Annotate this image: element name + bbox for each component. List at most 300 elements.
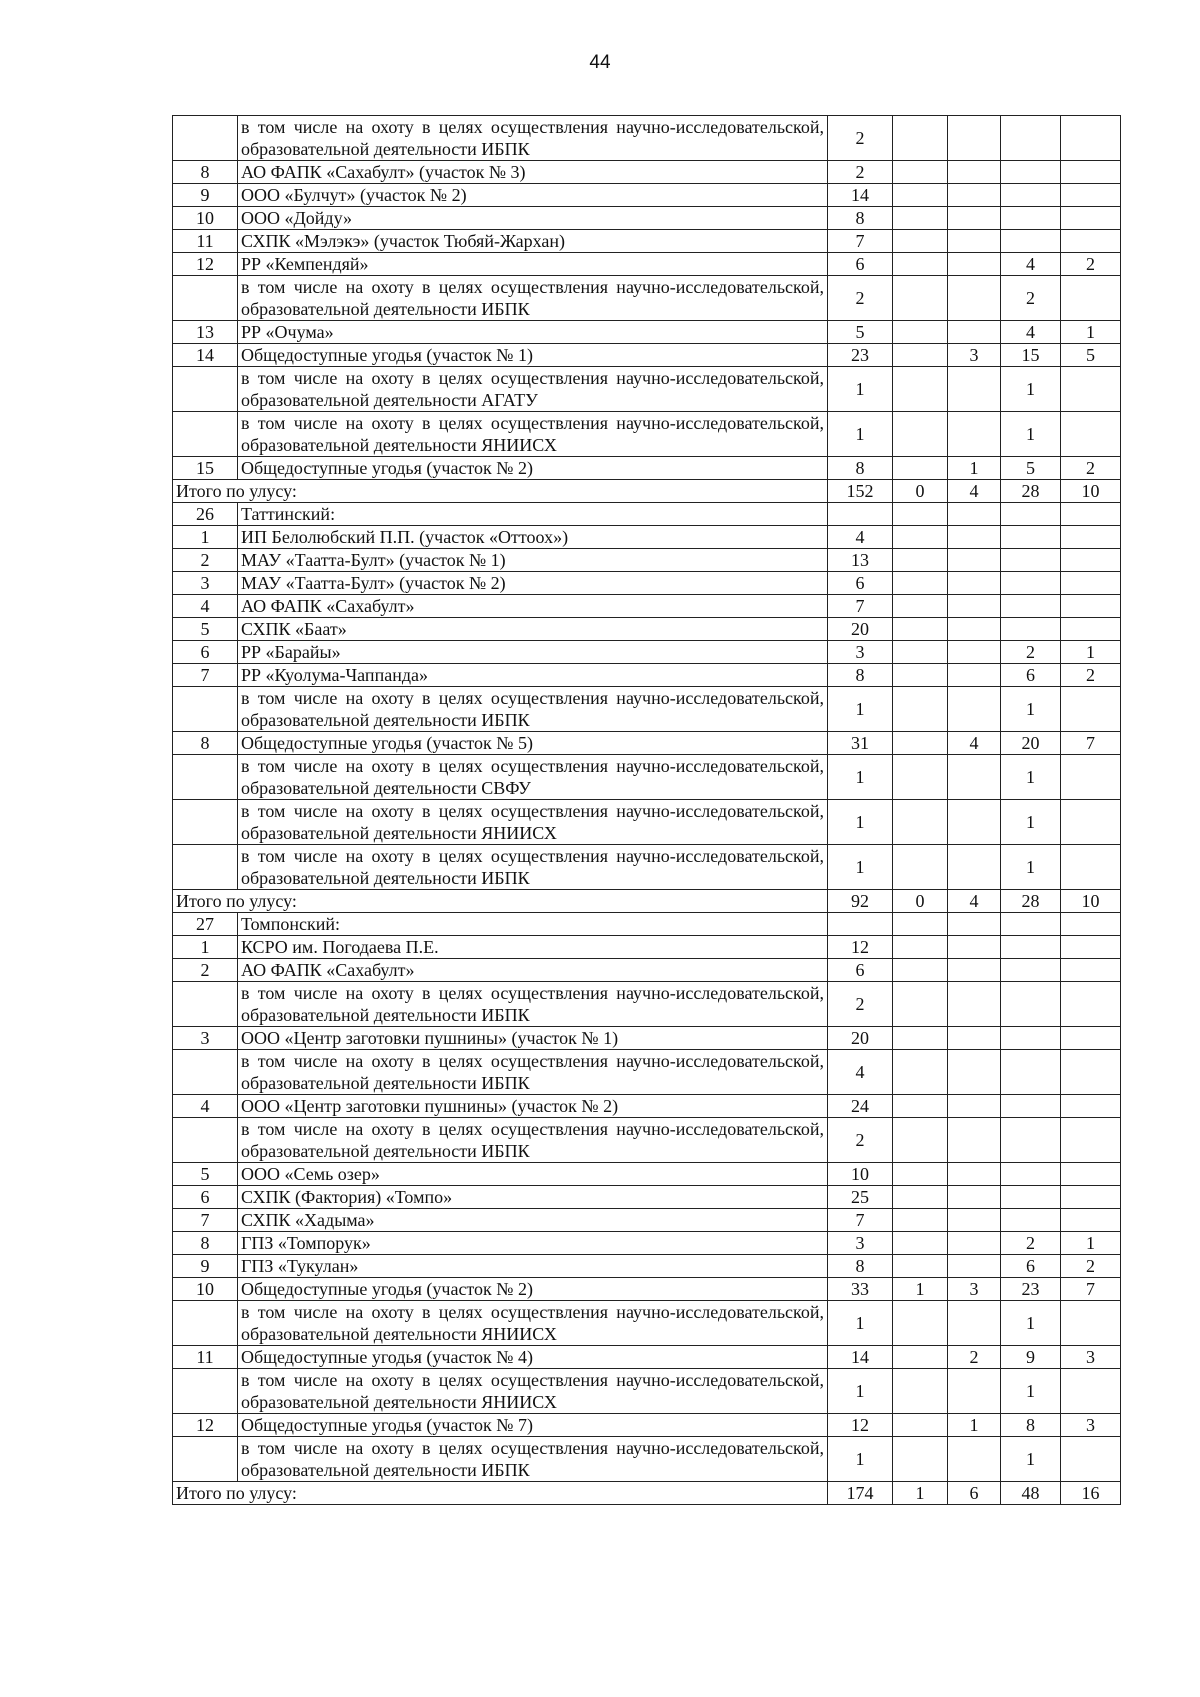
value-cell-1: 3 (828, 641, 893, 664)
value-cell-3 (948, 595, 1001, 618)
value-cell-5 (1061, 1163, 1121, 1186)
value-cell-1: 20 (828, 618, 893, 641)
table-row (173, 344, 1121, 367)
value-cell-3 (948, 1209, 1001, 1232)
value-cell-4: 4 (1001, 253, 1061, 276)
value-cell-3 (948, 913, 1001, 936)
value-cell-5: 7 (1061, 732, 1121, 755)
row-number: 15 (173, 457, 238, 480)
organization-name: Таттинский: (238, 503, 828, 526)
value-cell-4: 1 (1001, 800, 1061, 845)
total-label: Итого по улусу: (173, 1482, 828, 1505)
value-cell-1: 1 (828, 1301, 893, 1346)
value-cell-2 (893, 1050, 948, 1095)
table-row (173, 936, 1121, 959)
value-cell-1: 8 (828, 457, 893, 480)
row-number: 2 (173, 549, 238, 572)
value-cell-5 (1061, 549, 1121, 572)
value-cell-1: 8 (828, 664, 893, 687)
value-cell-4 (1001, 116, 1061, 161)
value-cell-3 (948, 618, 1001, 641)
value-cell-2: 1 (893, 1482, 948, 1505)
sub-row-description: в том числе на охоту в целях осуществления научно-исследовательской, образовательной деятельности ИБПК (238, 1118, 828, 1163)
value-cell-5: 7 (1061, 1278, 1121, 1301)
value-cell-1: 3 (828, 1232, 893, 1255)
value-cell-4 (1001, 618, 1061, 641)
sub-row (173, 1050, 1121, 1095)
value-cell-3 (948, 1232, 1001, 1255)
row-number: 5 (173, 618, 238, 641)
value-cell-3 (948, 800, 1001, 845)
sub-row-description: в том числе на охоту в целях осуществления научно-исследовательской, образовательной деятельности ЯНИИСХ (238, 800, 828, 845)
row-number: 13 (173, 321, 238, 344)
sub-row-description: в том числе на охоту в целях осуществления научно-исследовательской, образовательной деятельности ИБПК (238, 1437, 828, 1482)
organization-name: Общедоступные угодья (участок № 4) (238, 1346, 828, 1369)
row-number (173, 755, 238, 800)
value-cell-5 (1061, 412, 1121, 457)
value-cell-2 (893, 549, 948, 572)
value-cell-2 (893, 276, 948, 321)
value-cell-2 (893, 755, 948, 800)
value-cell-3 (948, 207, 1001, 230)
value-cell-2 (893, 1255, 948, 1278)
value-cell-2 (893, 116, 948, 161)
value-cell-2 (893, 641, 948, 664)
organization-name: ИП Белолюбский П.П. (участок «Оттоох») (238, 526, 828, 549)
organization-name: ГПЗ «Тукулан» (238, 1255, 828, 1278)
value-cell-2 (893, 1118, 948, 1163)
value-cell-2 (893, 1232, 948, 1255)
sub-row-description: в том числе на охоту в целях осуществления научно-исследовательской, образовательной деятельности ИБПК (238, 845, 828, 890)
value-cell-1: 1 (828, 800, 893, 845)
row-number (173, 800, 238, 845)
value-cell-4: 15 (1001, 344, 1061, 367)
row-number (173, 412, 238, 457)
value-cell-2 (893, 1369, 948, 1414)
value-cell-2 (893, 1095, 948, 1118)
value-cell-5 (1061, 959, 1121, 982)
table-body (173, 116, 1121, 1505)
value-cell-5: 1 (1061, 1232, 1121, 1255)
sub-row-description: в том числе на охоту в целях осуществления научно-исследовательской, образовательной деятельности АГАТУ (238, 367, 828, 412)
row-number: 8 (173, 1232, 238, 1255)
value-cell-4: 28 (1001, 480, 1061, 503)
row-number (173, 1301, 238, 1346)
organization-name: ООО «Дойду» (238, 207, 828, 230)
value-cell-2 (893, 184, 948, 207)
value-cell-2: 0 (893, 480, 948, 503)
value-cell-3 (948, 664, 1001, 687)
value-cell-1: 1 (828, 1369, 893, 1414)
organization-name: Томпонский: (238, 913, 828, 936)
value-cell-5 (1061, 800, 1121, 845)
value-cell-2 (893, 1209, 948, 1232)
table-row (173, 1027, 1121, 1050)
row-number: 4 (173, 1095, 238, 1118)
value-cell-3 (948, 755, 1001, 800)
value-cell-3: 2 (948, 1346, 1001, 1369)
value-cell-5: 1 (1061, 641, 1121, 664)
value-cell-1: 4 (828, 1050, 893, 1095)
value-cell-3: 3 (948, 1278, 1001, 1301)
value-cell-5 (1061, 367, 1121, 412)
organization-name: ООО «Центр заготовки пушнины» (участок № 2) (238, 1095, 828, 1118)
row-number: 9 (173, 1255, 238, 1278)
organization-name: СХПК (Фактория) «Томпо» (238, 1186, 828, 1209)
row-number (173, 1118, 238, 1163)
value-cell-3 (948, 1186, 1001, 1209)
value-cell-2 (893, 1186, 948, 1209)
value-cell-3 (948, 1163, 1001, 1186)
value-cell-1: 7 (828, 230, 893, 253)
value-cell-4: 1 (1001, 755, 1061, 800)
value-cell-3 (948, 253, 1001, 276)
value-cell-2 (893, 457, 948, 480)
value-cell-3: 3 (948, 344, 1001, 367)
value-cell-3 (948, 1027, 1001, 1050)
value-cell-4 (1001, 1095, 1061, 1118)
value-cell-4: 2 (1001, 1232, 1061, 1255)
value-cell-1 (828, 913, 893, 936)
value-cell-3 (948, 936, 1001, 959)
sub-row (173, 800, 1121, 845)
value-cell-1: 6 (828, 572, 893, 595)
value-cell-1: 2 (828, 161, 893, 184)
value-cell-1 (828, 503, 893, 526)
value-cell-1: 2 (828, 1118, 893, 1163)
value-cell-1: 14 (828, 1346, 893, 1369)
table-row (173, 1209, 1121, 1232)
value-cell-2 (893, 161, 948, 184)
row-number (173, 367, 238, 412)
value-cell-3 (948, 845, 1001, 890)
row-number: 26 (173, 503, 238, 526)
sub-row (173, 687, 1121, 732)
total-label: Итого по улусу: (173, 890, 828, 913)
organization-name: Общедоступные угодья (участок № 1) (238, 344, 828, 367)
table-row (173, 618, 1121, 641)
value-cell-5 (1061, 276, 1121, 321)
value-cell-1: 6 (828, 253, 893, 276)
value-cell-1: 2 (828, 982, 893, 1027)
sub-row (173, 1437, 1121, 1482)
value-cell-5 (1061, 618, 1121, 641)
value-cell-1: 5 (828, 321, 893, 344)
row-number: 5 (173, 1163, 238, 1186)
value-cell-3 (948, 503, 1001, 526)
value-cell-5 (1061, 1186, 1121, 1209)
value-cell-4: 1 (1001, 367, 1061, 412)
total-row (173, 890, 1121, 913)
table-row (173, 641, 1121, 664)
sub-row-description: в том числе на охоту в целях осуществления научно-исследовательской, образовательной деятельности ИБПК (238, 1050, 828, 1095)
organization-name: АО ФАПК «Сахабулт» (238, 595, 828, 618)
table-row (173, 1255, 1121, 1278)
table-row (173, 161, 1121, 184)
sub-row (173, 982, 1121, 1027)
value-cell-3 (948, 1118, 1001, 1163)
value-cell-4 (1001, 1118, 1061, 1163)
value-cell-2 (893, 1346, 948, 1369)
row-number: 1 (173, 526, 238, 549)
row-number (173, 1369, 238, 1414)
value-cell-2: 0 (893, 890, 948, 913)
value-cell-4: 1 (1001, 412, 1061, 457)
organization-name: АО ФАПК «Сахабулт» (238, 959, 828, 982)
row-number: 1 (173, 936, 238, 959)
value-cell-4 (1001, 230, 1061, 253)
value-cell-4 (1001, 503, 1061, 526)
organization-name: РР «Барайы» (238, 641, 828, 664)
organization-name: СХПК «Баат» (238, 618, 828, 641)
value-cell-3: 4 (948, 890, 1001, 913)
sub-row-description: в том числе на охоту в целях осуществления научно-исследовательской, образовательной деятельности ЯНИИСХ (238, 1301, 828, 1346)
value-cell-1: 25 (828, 1186, 893, 1209)
value-cell-5 (1061, 207, 1121, 230)
organization-name: ООО «Булчут» (участок № 2) (238, 184, 828, 207)
value-cell-4 (1001, 1163, 1061, 1186)
value-cell-4: 8 (1001, 1414, 1061, 1437)
value-cell-2 (893, 207, 948, 230)
value-cell-3: 1 (948, 457, 1001, 480)
value-cell-1: 12 (828, 936, 893, 959)
value-cell-5 (1061, 1050, 1121, 1095)
value-cell-3 (948, 1255, 1001, 1278)
value-cell-5 (1061, 503, 1121, 526)
value-cell-5: 16 (1061, 1482, 1121, 1505)
table-row (173, 253, 1121, 276)
value-cell-5: 2 (1061, 253, 1121, 276)
value-cell-3 (948, 321, 1001, 344)
value-cell-5: 5 (1061, 344, 1121, 367)
row-number: 11 (173, 230, 238, 253)
value-cell-1: 10 (828, 1163, 893, 1186)
value-cell-5: 2 (1061, 664, 1121, 687)
table-row (173, 1163, 1121, 1186)
value-cell-4 (1001, 982, 1061, 1027)
value-cell-4: 2 (1001, 641, 1061, 664)
value-cell-1: 1 (828, 687, 893, 732)
row-number: 3 (173, 1027, 238, 1050)
table-row (173, 1095, 1121, 1118)
value-cell-5 (1061, 1027, 1121, 1050)
organization-name: Общедоступные угодья (участок № 5) (238, 732, 828, 755)
row-number: 27 (173, 913, 238, 936)
value-cell-5 (1061, 1118, 1121, 1163)
total-row (173, 480, 1121, 503)
value-cell-5 (1061, 161, 1121, 184)
value-cell-5 (1061, 1369, 1121, 1414)
value-cell-4 (1001, 549, 1061, 572)
value-cell-2 (893, 367, 948, 412)
organization-name: КСРО им. Погодаева П.Е. (238, 936, 828, 959)
value-cell-3: 1 (948, 1414, 1001, 1437)
value-cell-1: 1 (828, 412, 893, 457)
value-cell-1: 24 (828, 1095, 893, 1118)
value-cell-1: 13 (828, 549, 893, 572)
value-cell-2 (893, 1437, 948, 1482)
sub-row-description: в том числе на охоту в целях осуществления научно-исследовательской, образовательной деятельности ИБПК (238, 687, 828, 732)
table-row (173, 1346, 1121, 1369)
value-cell-5: 3 (1061, 1414, 1121, 1437)
value-cell-4 (1001, 959, 1061, 982)
value-cell-1: 8 (828, 1255, 893, 1278)
value-cell-4 (1001, 526, 1061, 549)
value-cell-4: 1 (1001, 687, 1061, 732)
value-cell-4: 1 (1001, 845, 1061, 890)
row-number: 11 (173, 1346, 238, 1369)
organization-name: МАУ «Таатта-Булт» (участок № 1) (238, 549, 828, 572)
table-row (173, 664, 1121, 687)
value-cell-1: 1 (828, 755, 893, 800)
value-cell-5 (1061, 116, 1121, 161)
value-cell-2 (893, 1301, 948, 1346)
row-number: 12 (173, 253, 238, 276)
value-cell-3 (948, 572, 1001, 595)
sub-row (173, 755, 1121, 800)
sub-row (173, 1118, 1121, 1163)
value-cell-5 (1061, 1095, 1121, 1118)
sub-row (173, 845, 1121, 890)
value-cell-3 (948, 116, 1001, 161)
row-number: 6 (173, 1186, 238, 1209)
value-cell-5: 1 (1061, 321, 1121, 344)
value-cell-2 (893, 1027, 948, 1050)
value-cell-3 (948, 687, 1001, 732)
value-cell-2 (893, 959, 948, 982)
row-number (173, 687, 238, 732)
row-number (173, 276, 238, 321)
value-cell-1: 1 (828, 367, 893, 412)
sub-row (173, 367, 1121, 412)
value-cell-5 (1061, 184, 1121, 207)
value-cell-5: 2 (1061, 1255, 1121, 1278)
value-cell-3: 4 (948, 480, 1001, 503)
value-cell-5: 10 (1061, 890, 1121, 913)
organization-name: АО ФАПК «Сахабулт» (участок № 3) (238, 161, 828, 184)
value-cell-2 (893, 253, 948, 276)
value-cell-5 (1061, 1209, 1121, 1232)
page-number: 44 (589, 52, 611, 73)
value-cell-4 (1001, 1027, 1061, 1050)
value-cell-4: 1 (1001, 1301, 1061, 1346)
value-cell-3 (948, 959, 1001, 982)
row-number: 4 (173, 595, 238, 618)
value-cell-5 (1061, 230, 1121, 253)
table-row (173, 526, 1121, 549)
value-cell-1: 1 (828, 1437, 893, 1482)
organization-name: Общедоступные угодья (участок № 2) (238, 1278, 828, 1301)
organization-name: СХПК «Хадыма» (238, 1209, 828, 1232)
value-cell-3 (948, 1095, 1001, 1118)
sub-row (173, 276, 1121, 321)
value-cell-4 (1001, 207, 1061, 230)
value-cell-4 (1001, 1209, 1061, 1232)
value-cell-2 (893, 572, 948, 595)
value-cell-4: 1 (1001, 1369, 1061, 1414)
organization-name: ООО «Семь озер» (238, 1163, 828, 1186)
row-number: 6 (173, 641, 238, 664)
value-cell-2 (893, 1163, 948, 1186)
value-cell-1: 2 (828, 276, 893, 321)
value-cell-1: 23 (828, 344, 893, 367)
row-number (173, 116, 238, 161)
value-cell-3: 6 (948, 1482, 1001, 1505)
value-cell-3 (948, 412, 1001, 457)
organization-name: МАУ «Таатта-Булт» (участок № 2) (238, 572, 828, 595)
value-cell-5 (1061, 1437, 1121, 1482)
value-cell-2 (893, 936, 948, 959)
organization-name: ГПЗ «Томпорук» (238, 1232, 828, 1255)
row-number: 8 (173, 732, 238, 755)
row-number (173, 845, 238, 890)
value-cell-4 (1001, 572, 1061, 595)
value-cell-2 (893, 595, 948, 618)
value-cell-5 (1061, 982, 1121, 1027)
value-cell-2: 1 (893, 1278, 948, 1301)
value-cell-4: 28 (1001, 890, 1061, 913)
value-cell-4 (1001, 936, 1061, 959)
value-cell-2 (893, 687, 948, 732)
organization-name: РР «Кемпендяй» (238, 253, 828, 276)
value-cell-2 (893, 664, 948, 687)
total-row (173, 1482, 1121, 1505)
sub-row-description: в том числе на охоту в целях осуществления научно-исследовательской, образовательной деятельности ИБПК (238, 276, 828, 321)
value-cell-4: 4 (1001, 321, 1061, 344)
value-cell-3 (948, 161, 1001, 184)
value-cell-1: 14 (828, 184, 893, 207)
value-cell-3 (948, 982, 1001, 1027)
table-row (173, 549, 1121, 572)
table-row (173, 732, 1121, 755)
value-cell-2 (893, 526, 948, 549)
sub-row (173, 1369, 1121, 1414)
quota-table (172, 115, 1121, 1505)
value-cell-2 (893, 618, 948, 641)
table-row (173, 595, 1121, 618)
value-cell-1: 174 (828, 1482, 893, 1505)
table-row (173, 321, 1121, 344)
organization-name: РР «Куолума-Чаппанда» (238, 664, 828, 687)
value-cell-1: 2 (828, 116, 893, 161)
table-row (173, 457, 1121, 480)
value-cell-1: 8 (828, 207, 893, 230)
sub-row-description: в том числе на охоту в целях осуществления научно-исследовательской, образовательной деятельности СВФУ (238, 755, 828, 800)
sub-row-description: в том числе на охоту в целях осуществления научно-исследовательской, образовательной деятельности ИБПК (238, 982, 828, 1027)
value-cell-4: 48 (1001, 1482, 1061, 1505)
value-cell-1: 4 (828, 526, 893, 549)
value-cell-2 (893, 732, 948, 755)
row-number: 7 (173, 664, 238, 687)
value-cell-1: 20 (828, 1027, 893, 1050)
organization-name: Общедоступные угодья (участок № 7) (238, 1414, 828, 1437)
value-cell-2 (893, 412, 948, 457)
value-cell-3 (948, 641, 1001, 664)
value-cell-2 (893, 230, 948, 253)
value-cell-5 (1061, 595, 1121, 618)
value-cell-3 (948, 230, 1001, 253)
value-cell-4: 6 (1001, 664, 1061, 687)
value-cell-5 (1061, 526, 1121, 549)
value-cell-5 (1061, 1301, 1121, 1346)
value-cell-1: 6 (828, 959, 893, 982)
sub-row (173, 116, 1121, 161)
value-cell-5 (1061, 913, 1121, 936)
value-cell-5 (1061, 687, 1121, 732)
value-cell-5 (1061, 755, 1121, 800)
value-cell-5 (1061, 572, 1121, 595)
value-cell-4 (1001, 1186, 1061, 1209)
